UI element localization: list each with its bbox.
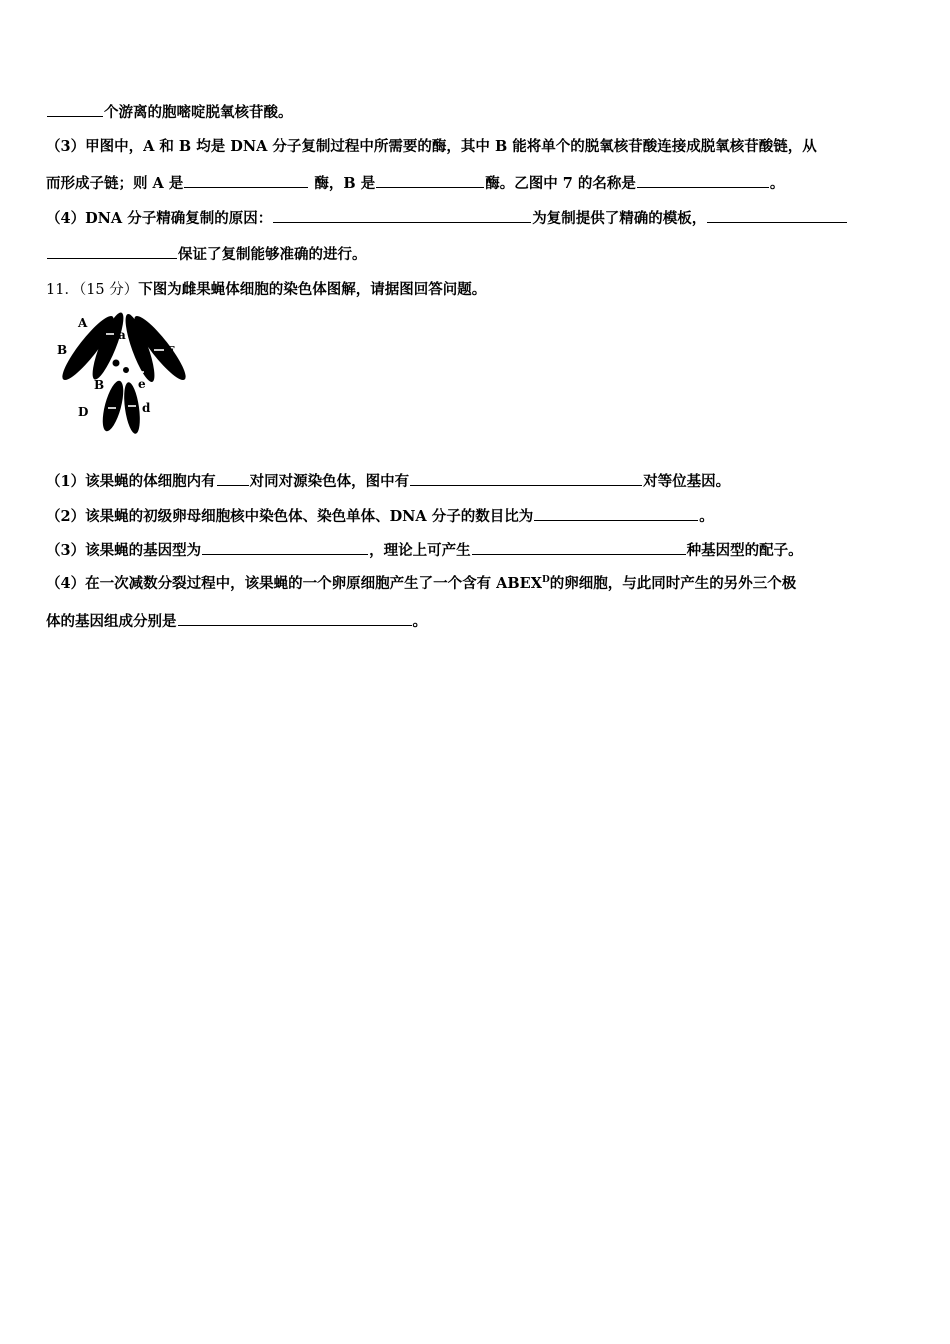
- question-11-header: 11．（15 分）下图为雌果蝇体细胞的染色体图解，请据图回答问题。: [46, 281, 487, 298]
- answer-blank[interactable]: [47, 102, 103, 117]
- answer-blank[interactable]: [376, 173, 484, 188]
- answer-blank[interactable]: [472, 540, 686, 555]
- sub-question-3: （3）该果蝇的基因型为 ，理论上可产生 种基因型的配子。: [46, 542, 803, 559]
- sub-question-4-cont: 体的基因组成分别是 。: [46, 613, 427, 630]
- chromosome-dot: [123, 367, 129, 373]
- gene-label-E: E: [166, 344, 176, 358]
- sub-question-4: （4）在一次减数分裂过程中，该果蝇的一个卵原细胞产生了一个含有 $ABEX^D$的卵细胞，与此同时产生的另外三个极: [46, 575, 797, 592]
- answer-blank[interactable]: [273, 208, 531, 223]
- answer-blank[interactable]: [410, 471, 642, 486]
- answer-blank[interactable]: [202, 540, 368, 555]
- answer-blank[interactable]: [217, 471, 249, 486]
- gene-label-e: e: [138, 377, 146, 391]
- gene-label-B: B: [94, 378, 105, 392]
- line-2: （3）甲图中，A 和 B 均是 DNA 分子复制过程中所需要的酶，其中 B 能将单个的脱氧核苷酸连接成脱氧核苷酸链，从: [46, 138, 817, 155]
- line-1: 个游离的胞嘧啶脱氧核苷酸。: [46, 102, 293, 123]
- sub-question-1: （1）该果蝇的体细胞内有 对同对源染色体，图中有 对等位基因。: [46, 473, 731, 490]
- gene-label-B: B: [57, 343, 68, 357]
- gene-label-A: A: [78, 316, 88, 330]
- chromosome-dot: [113, 360, 120, 367]
- question-number: 11．（15 分）: [46, 282, 139, 298]
- answer-blank[interactable]: [534, 506, 698, 521]
- chromosome-figure: [50, 308, 195, 438]
- answer-blank[interactable]: [184, 173, 308, 188]
- gene-label-D: D: [78, 405, 89, 419]
- answer-blank[interactable]: [707, 208, 847, 223]
- line-4: （4）DNA 分子精确复制的原因： 为复制提供了精确的模板，: [46, 208, 848, 229]
- answer-blank[interactable]: [637, 173, 769, 188]
- answer-blank[interactable]: [47, 244, 177, 259]
- gene-label-a: a: [118, 328, 126, 342]
- sub-question-2: （2）该果蝇的初级卵母细胞核中染色体、染色单体、DNA 分子的数目比为 。: [46, 508, 714, 525]
- chromosome-diagram: [50, 308, 195, 438]
- answer-blank[interactable]: [178, 611, 412, 626]
- gene-label-d: d: [142, 401, 151, 415]
- line-5: 保证了复制能够准确的进行。: [46, 244, 367, 265]
- line-3: 而形成子链；则 A 是 酶，B 是 酶。乙图中 7 的名称是 。: [46, 175, 785, 192]
